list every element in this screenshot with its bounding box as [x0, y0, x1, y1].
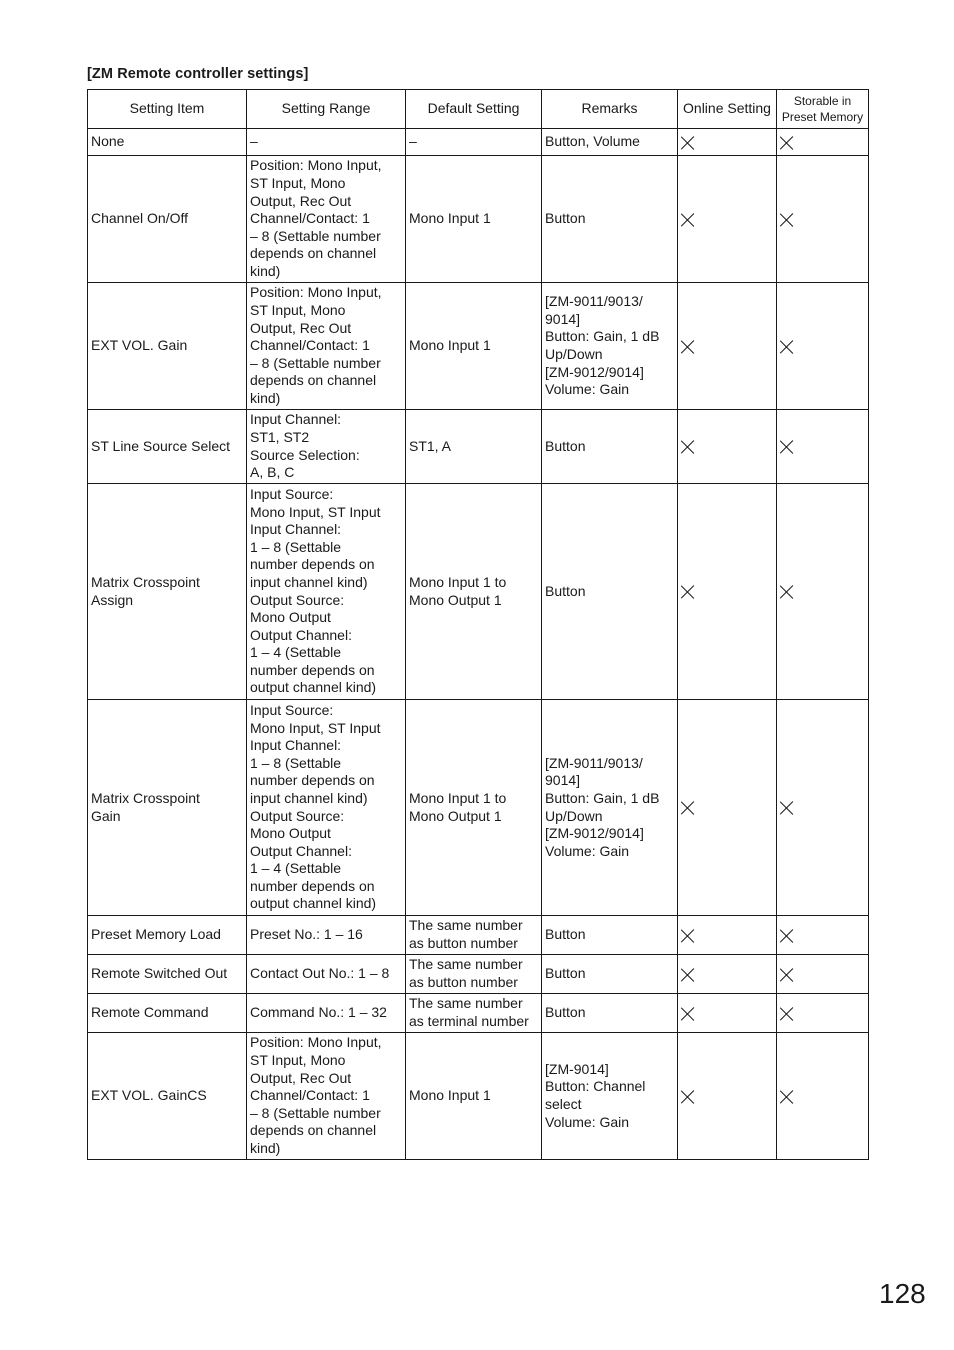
cross-mark-icon [780, 968, 794, 982]
cross-mark-icon [780, 1007, 794, 1021]
table-row [88, 156, 869, 283]
table-row [88, 484, 869, 700]
cell-online-setting [678, 156, 777, 283]
table-row [88, 1033, 869, 1160]
cell-setting-item: Channel On/Off [88, 156, 247, 283]
cell-setting-item: EXT VOL. Gain [88, 283, 247, 410]
cell-setting-range: Contact Out No.: 1 – 8 [247, 955, 406, 994]
cell-remarks: Button [542, 916, 678, 955]
cell-setting-range: Preset No.: 1 – 16 [247, 916, 406, 955]
cross-mark-icon [681, 968, 695, 982]
cell-storable-preset [777, 1033, 869, 1160]
cell-default-setting: The same number as button number [406, 955, 542, 994]
cross-mark-icon [780, 929, 794, 943]
cell-storable-preset [777, 283, 869, 410]
cross-mark-icon [780, 1090, 794, 1104]
table-row [88, 283, 869, 410]
cell-setting-item: Matrix Crosspoint Gain [88, 700, 247, 916]
cross-mark-icon [681, 1090, 695, 1104]
cell-default-setting: Mono Input 1 to Mono Output 1 [406, 700, 542, 916]
cell-online-setting [678, 916, 777, 955]
cell-setting-range: Position: Mono Input, ST Input, Mono Output, Rec Out Channel/Contact: 1 – 8 (Settable number depends on channel kind) [247, 1033, 406, 1160]
header-setting-range: Setting Range [247, 90, 406, 129]
cell-storable-preset [777, 410, 869, 484]
cell-setting-item: Remote Switched Out [88, 955, 247, 994]
cell-remarks: [ZM-9014] Button: Channel select Volume: Gain [542, 1033, 678, 1160]
cell-setting-range: Input Source: Mono Input, ST Input Input Channel: 1 – 8 (Settable number depends on input channel kind) Output Source: Mono Output Output Channel: 1 – 4 (Settable number depends on output channel kind) [247, 700, 406, 916]
cell-setting-item: Remote Command [88, 994, 247, 1033]
cross-mark-icon [780, 213, 794, 227]
cell-setting-item: Matrix Crosspoint Assign [88, 484, 247, 700]
cross-mark-icon [681, 585, 695, 599]
header-remarks: Remarks [542, 90, 678, 129]
table-row [88, 955, 869, 994]
cell-storable-preset [777, 484, 869, 700]
page-number: 128 [879, 1278, 926, 1309]
cell-setting-item: None [88, 129, 247, 156]
cell-setting-range: Position: Mono Input, ST Input, Mono Output, Rec Out Channel/Contact: 1 – 8 (Settable number depends on channel kind) [247, 156, 406, 283]
cell-storable-preset [777, 955, 869, 994]
cell-storable-preset [777, 129, 869, 156]
cell-default-setting: Mono Input 1 [406, 283, 542, 410]
cell-default-setting: – [406, 129, 542, 156]
cross-mark-icon [780, 136, 794, 150]
cell-storable-preset [777, 916, 869, 955]
cell-remarks: Button [542, 156, 678, 283]
cell-remarks: Button [542, 994, 678, 1033]
cross-mark-icon [780, 585, 794, 599]
cell-online-setting [678, 994, 777, 1033]
settings-table [87, 89, 869, 1160]
cross-mark-icon [780, 801, 794, 815]
cell-setting-range: – [247, 129, 406, 156]
cell-online-setting [678, 129, 777, 156]
cell-setting-range: Input Source: Mono Input, ST Input Input Channel: 1 – 8 (Settable number depends on input channel kind) Output Source: Mono Output Output Channel: 1 – 4 (Settable number depends on output channel kind) [247, 484, 406, 700]
cell-online-setting [678, 484, 777, 700]
table-row [88, 410, 869, 484]
cell-default-setting: Mono Input 1 [406, 156, 542, 283]
table-row [88, 916, 869, 955]
cell-remarks: [ZM-9011/9013/ 9014] Button: Gain, 1 dB Up/Down [ZM-9012/9014] Volume: Gain [542, 700, 678, 916]
cell-setting-item: Preset Memory Load [88, 916, 247, 955]
cross-mark-icon [780, 440, 794, 454]
cross-mark-icon [681, 1007, 695, 1021]
cell-storable-preset [777, 700, 869, 916]
cell-remarks: Button [542, 410, 678, 484]
cell-setting-range: Position: Mono Input, ST Input, Mono Output, Rec Out Channel/Contact: 1 – 8 (Settable number depends on channel kind) [247, 283, 406, 410]
header-storable-preset: Storable in Preset Memory [777, 90, 869, 129]
table-row [88, 700, 869, 916]
header-default-setting: Default Setting [406, 90, 542, 129]
cell-online-setting [678, 700, 777, 916]
cell-online-setting [678, 1033, 777, 1160]
header-online-setting: Online Setting [678, 90, 777, 129]
cell-default-setting: The same number as terminal number [406, 994, 542, 1033]
cell-storable-preset [777, 156, 869, 283]
cross-mark-icon [681, 213, 695, 227]
cell-online-setting [678, 955, 777, 994]
cell-default-setting: Mono Input 1 [406, 1033, 542, 1160]
cross-mark-icon [681, 929, 695, 943]
cell-remarks: Button, Volume [542, 129, 678, 156]
cell-setting-range: Command No.: 1 – 32 [247, 994, 406, 1033]
cross-mark-icon [780, 340, 794, 354]
cell-default-setting: Mono Input 1 to Mono Output 1 [406, 484, 542, 700]
cell-default-setting: ST1, A [406, 410, 542, 484]
table-row [88, 129, 869, 156]
cross-mark-icon [681, 440, 695, 454]
cross-mark-icon [681, 340, 695, 354]
cell-remarks: Button [542, 484, 678, 700]
cross-mark-icon [681, 801, 695, 815]
cell-storable-preset [777, 994, 869, 1033]
cell-default-setting: The same number as button number [406, 916, 542, 955]
cell-remarks: [ZM-9011/9013/ 9014] Button: Gain, 1 dB Up/Down [ZM-9012/9014] Volume: Gain [542, 283, 678, 410]
cell-online-setting [678, 283, 777, 410]
cell-online-setting [678, 410, 777, 484]
cell-setting-item: EXT VOL. GainCS [88, 1033, 247, 1160]
cell-setting-item: ST Line Source Select [88, 410, 247, 484]
cell-setting-range: Input Channel: ST1, ST2 Source Selection: A, B, C [247, 410, 406, 484]
table-row [88, 994, 869, 1033]
cross-mark-icon [681, 136, 695, 150]
section-title: [ZM Remote controller settings] [87, 66, 309, 82]
table-header-row [88, 90, 869, 129]
cell-remarks: Button [542, 955, 678, 994]
header-setting-item: Setting Item [88, 90, 247, 129]
